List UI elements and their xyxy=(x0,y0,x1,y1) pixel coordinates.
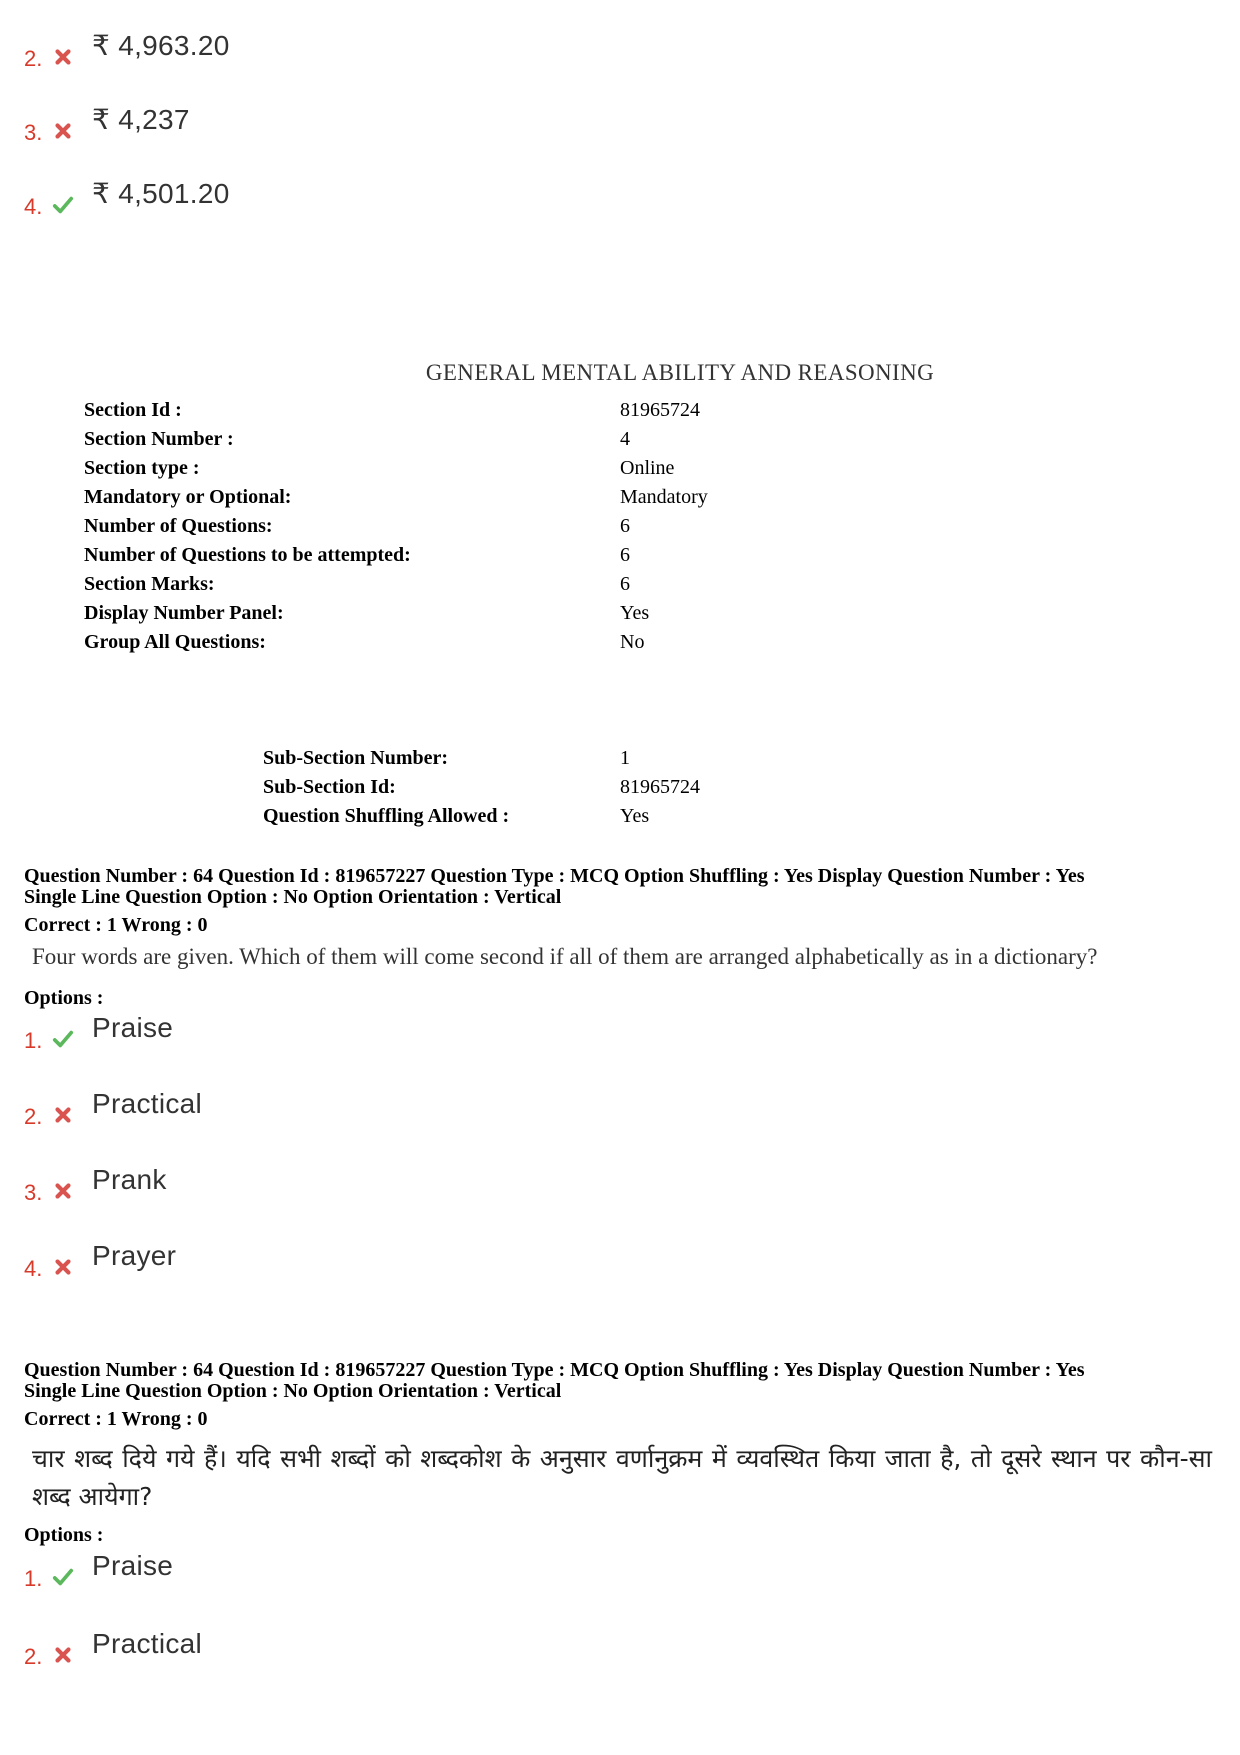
field-value: Online xyxy=(620,457,675,479)
section-field-labels xyxy=(84,396,411,657)
option-number: 4. xyxy=(24,1256,43,1281)
field-label: Section Number : xyxy=(84,428,234,450)
field-value: 81965724 xyxy=(620,399,700,421)
field-label: Question Shuffling Allowed : xyxy=(263,805,510,827)
question-text: Four words are given. Which of them will come second if all of them are arranged alphabetically as in a dictionary? xyxy=(32,944,1098,969)
subsection-field-labels xyxy=(263,744,509,831)
field-label: Group All Questions: xyxy=(84,631,266,653)
question-meta xyxy=(24,1360,1084,1402)
question-meta-line-2: Single Line Question Option : No Option Orientation : Vertical xyxy=(24,1380,562,1402)
option-text: Practical xyxy=(92,1628,203,1659)
check-icon xyxy=(52,1028,74,1050)
field-value: 6 xyxy=(620,515,630,537)
options-label: Options : xyxy=(24,987,104,1009)
option-text: ₹ 4,237 xyxy=(92,104,190,135)
check-icon xyxy=(52,194,74,216)
option-number: 3. xyxy=(24,120,43,145)
field-label: Section Id : xyxy=(84,399,182,421)
field-value: 6 xyxy=(620,573,630,595)
option-text: Prank xyxy=(92,1164,167,1195)
question-marks: Correct : 1 Wrong : 0 xyxy=(24,1408,208,1430)
question-marks: Correct : 1 Wrong : 0 xyxy=(24,914,208,936)
field-value: 1 xyxy=(620,747,630,769)
option-text: Praise xyxy=(92,1550,174,1581)
question-text: चार शब्द दिये गये हैं। यदि सभी शब्दों को शब्दकोश के अनुसार वर्णानुक्रम में व्यवस्थित किया जाता है, तो दूसरे स्थान पर कौन-सा शब्द आयेगा? xyxy=(32,1444,1212,1511)
section-title: GENERAL MENTAL ABILITY AND REASONING xyxy=(425,360,935,385)
question-meta xyxy=(24,866,1084,908)
option-number: 2. xyxy=(24,1644,43,1669)
field-value: 6 xyxy=(620,544,630,566)
field-label: Sub-Section Id: xyxy=(263,776,396,798)
option-text: ₹ 4,501.20 xyxy=(92,178,230,209)
wrong-icon xyxy=(52,1180,74,1202)
option-text: ₹ 4,963.20 xyxy=(92,30,230,61)
field-label: Mandatory or Optional: xyxy=(84,486,292,508)
option-text: Praise xyxy=(92,1012,174,1043)
wrong-icon xyxy=(52,120,74,142)
option-text: Practical xyxy=(92,1088,203,1119)
check-icon xyxy=(52,1566,74,1588)
field-value: Yes xyxy=(620,805,650,827)
options-label: Options : xyxy=(24,1524,104,1546)
option-number: 1. xyxy=(24,1566,43,1591)
question-meta-line-1: Question Number : 64 Question Id : 819657227 Question Type : MCQ Option Shuffling : Yes Display Question Number : Yes xyxy=(24,865,1085,887)
wrong-icon xyxy=(52,1256,74,1278)
field-label: Sub-Section Number: xyxy=(263,747,449,769)
field-value: Mandatory xyxy=(620,486,708,508)
field-value: 81965724 xyxy=(620,776,700,798)
field-value: 4 xyxy=(620,428,630,450)
wrong-icon xyxy=(52,1644,74,1666)
option-text: Prayer xyxy=(92,1240,177,1271)
question-meta-line-1: Question Number : 64 Question Id : 819657227 Question Type : MCQ Option Shuffling : Yes Display Question Number : Yes xyxy=(24,1359,1085,1381)
option-number: 2. xyxy=(24,46,43,71)
field-value: No xyxy=(620,631,645,653)
field-label: Number of Questions: xyxy=(84,515,273,537)
option-number: 4. xyxy=(24,194,43,219)
field-label: Section Marks: xyxy=(84,573,215,595)
option-number: 1. xyxy=(24,1028,43,1053)
field-value: Yes xyxy=(620,602,650,624)
option-number: 3. xyxy=(24,1180,43,1205)
wrong-icon xyxy=(52,1104,74,1126)
option-number: 2. xyxy=(24,1104,43,1129)
wrong-icon xyxy=(52,46,74,68)
field-label: Display Number Panel: xyxy=(84,602,284,624)
field-label: Number of Questions to be attempted: xyxy=(84,544,411,566)
subsection-field-values xyxy=(620,744,700,831)
section-field-values xyxy=(620,396,708,657)
question-meta-line-2: Single Line Question Option : No Option Orientation : Vertical xyxy=(24,886,562,908)
field-label: Section type : xyxy=(84,457,200,479)
